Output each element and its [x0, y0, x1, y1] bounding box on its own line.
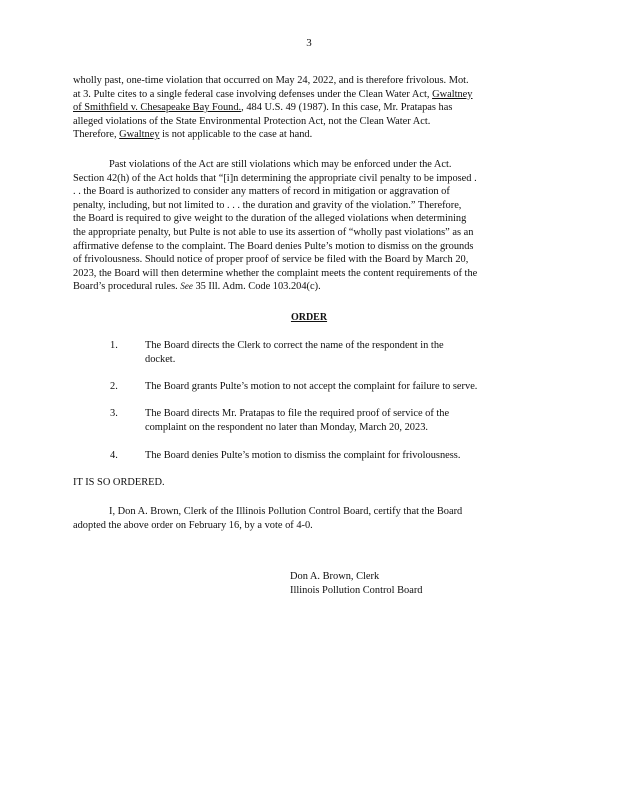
paragraph-line: of frivolousness. Should notice of proper proof of service be filed with the Board by March 20, — [73, 254, 469, 266]
paragraph-line: 2023, the Board will then determine whether the complaint meets the content requirements of the — [73, 267, 478, 279]
paragraph-1 — [73, 74, 543, 142]
item-number: 2. — [110, 381, 118, 392]
signal-word: See — [180, 281, 193, 292]
item-line: docket. — [145, 353, 176, 365]
case-citation: Gwaltney — [432, 88, 473, 100]
paragraph-line: I, Don A. Brown, Clerk of the Illinois Pollution Control Board, certify that the Board — [109, 506, 463, 517]
paragraph-line: at 3. Pulte cites to a single federal case involving defenses under the Clean Water Act, Gwaltney — [73, 88, 473, 100]
item-line: The Board directs the Clerk to correct the name of the respondent in the — [145, 340, 444, 351]
case-citation: of Smithfield v. Chesapeake Bay Found. — [73, 102, 242, 114]
paragraph-line: penalty, including, but not limited to . . . the duration and gravity of the violation.” Therefore, — [73, 199, 462, 211]
paragraph-line: Board’s procedural rules. See 35 Ill. Adm. Code 103.204(c). — [73, 281, 321, 293]
paragraph-line: adopted the above order on February 16, by a vote of 4-0. — [73, 519, 313, 531]
item-number: 3. — [110, 408, 118, 419]
signer-organization: Illinois Pollution Control Board — [290, 584, 423, 596]
paragraph-line: the appropriate penalty, but Pulte is not able to use its assertion of “wholly past violations” as an — [73, 226, 474, 238]
item-line: The Board grants Pulte’s motion to not accept the complaint for failure to serve. — [145, 381, 478, 392]
item-line: complaint on the respondent no later than Monday, March 20, 2023. — [145, 421, 428, 433]
item-line: The Board denies Pulte’s motion to dismiss the complaint for frivolousness. — [145, 450, 461, 461]
paragraph-line: affirmative defense to the complaint. The Board denies Pulte’s motion to dismiss on the grounds — [73, 240, 474, 252]
paragraph-line: the Board is required to give weight to the duration of the alleged violations when determining — [73, 213, 467, 225]
case-citation: Gwaltney — [119, 129, 160, 141]
item-number: 1. — [110, 340, 118, 351]
page-number: 3 — [306, 37, 312, 49]
clerk-certification — [73, 505, 543, 532]
paragraph-line: of Smithfield v. Chesapeake Bay Found., 484 U.S. 49 (1987). In this case, Mr. Pratapas has — [73, 102, 453, 114]
item-line: The Board directs Mr. Pratapas to file the required proof of service of the — [145, 408, 450, 419]
paragraph-line: alleged violations of the State Environmental Protection Act, not the Clean Water Act. — [73, 115, 431, 127]
paragraph-line: Therefore, Gwaltney is not applicable to the case at hand. — [73, 129, 313, 141]
so-ordered: IT IS SO ORDERED. — [73, 477, 165, 488]
item-number: 4. — [110, 450, 118, 461]
paragraph-line: . . the Board is authorized to consider any matters of record in mitigation or aggravation of — [73, 186, 450, 198]
paragraph-line: Section 42(h) of the Act holds that “[i]n determining the appropriate civil penalty to be imposed . — [73, 172, 477, 184]
paragraph-line: Past violations of the Act are still violations which may be enforced under the Act. — [109, 159, 452, 170]
paragraph-line: wholly past, one-time violation that occurred on May 24, 2022, and is therefore frivolous. Mot. — [73, 75, 469, 86]
signature-block — [290, 570, 423, 597]
signer-name: Don A. Brown, Clerk — [290, 571, 380, 582]
paragraph-2 — [73, 158, 543, 294]
order-heading: ORDER — [290, 312, 328, 323]
